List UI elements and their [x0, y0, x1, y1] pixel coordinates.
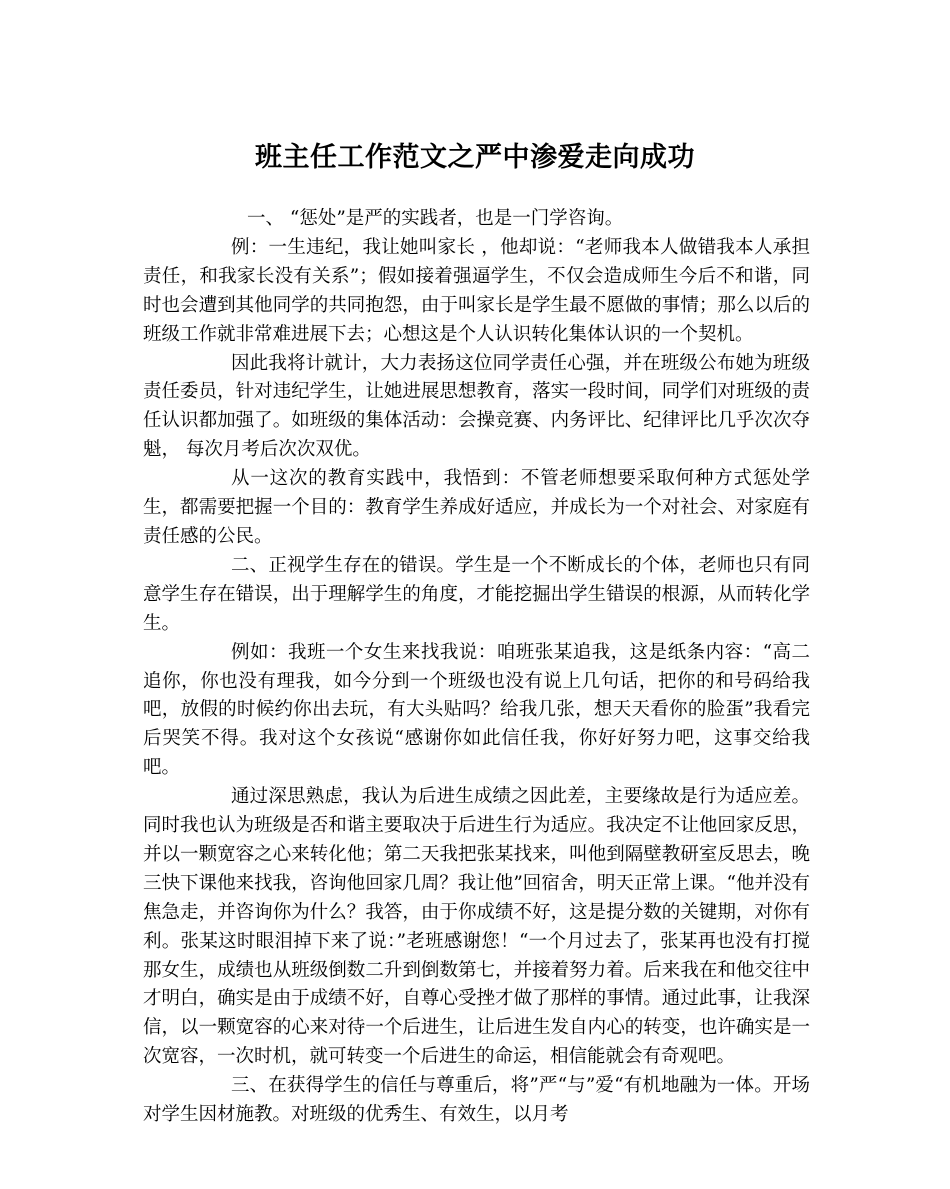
section-heading-1: 一、 “惩处”是严的实践者，也是一门学咨询。	[247, 208, 624, 229]
document-body	[143, 205, 810, 1130]
paragraph: 从一这次的教育实践中，我悟到：不管老师想要采取何种方式惩处学生，都需要把握一个目的：教育学生养成好适应，并成长为一个对社会、对家庭有责任感的公民。	[143, 468, 810, 547]
document-title: 班主任工作范文之严中渗爱走向成功	[255, 142, 695, 173]
section-heading-3: 三、在获得学生的信任与尊重后，将”严“与”爱“有机地融为一体。开场对学生因材施教。对班级的优秀生、有效生，以月考	[143, 1075, 810, 1126]
paragraph: 因此我将计就计，大力表扬这位同学责任心强，并在班级公布她为班级责任委员，针对违纪学生，让她进展思想教育，落实一段时间，同学们对班级的责任认识都加强了。如班级的集体活动：会操竞赛、内务评比、纪律评比几乎次次夺魁， 每次月考后次次双优。	[143, 352, 810, 461]
paragraph: 通过深思熟虑，我认为后进生成绩之因此差，主要缘故是行为适应差。同时我也认为班级是否和谐主要取决于后进生行为适应。我决定不让他回家反思，并以一颗宽容之心来转化他；第二天我把张某找来，叫他到隔壁教研室反思去，晚三快下课他来找我，咨询他回家几周？我让他”回宿舍，明天正常上课。“他并没有焦急走，并咨询你为什么？我答，由于你成绩不好，这是提分数的关键期，对你有利。张某这时眼泪掉下来了说：”老班感谢您！“一个月过去了，张某再也没有打搅那女生，成绩也从班级倒数二升到倒数第七，并接着努力着。后来我在和他交往中才明白，确实是由于成绩不好，自尊心受挫才做了那样的事情。通过此事，让我深信，以一颗宽容的心来对待一个后进生，让后进生发自内心的转变，也许确实是一次宽容，一次时机，就可转变一个后进生的命运，相信能就会有奇观吧。	[143, 786, 810, 1068]
section-heading-2: 二、正视学生存在的错误。学生是一个不断成长的个体，老师也只有同意学生存在错误，出于理解学生的角度，才能挖掘出学生错误的根源，从而转化学生。	[143, 554, 810, 634]
paragraph: 例：一生违纪，我让她叫家长 ，他却说：“老师我本人做错我本人承担责任，和我家长没有关系”；假如接着强逼学生，不仅会造成师生今后不和谐，同时也会遭到其他同学的共同抱怨，由于叫家长是学生最不愿做的事情；那么以后的班级工作就非常难进展下去；心想这是个人认识转化集体认识的一个契机。	[143, 236, 810, 345]
paragraph: 例如：我班一个女生来找我说：咱班张某追我，这是纸条内容：“高二追你，你也没有理我，如今分到一个班级也没有说上几句话，把你的和号码给我吧，放假的时候约你出去玩，有大头贴吗？给我几张，想天天看你的脸蛋”我看完后哭笑不得。我对这个女孩说“感谢你如此信任我，你好好努力吧，这事交给我吧。	[143, 641, 810, 779]
